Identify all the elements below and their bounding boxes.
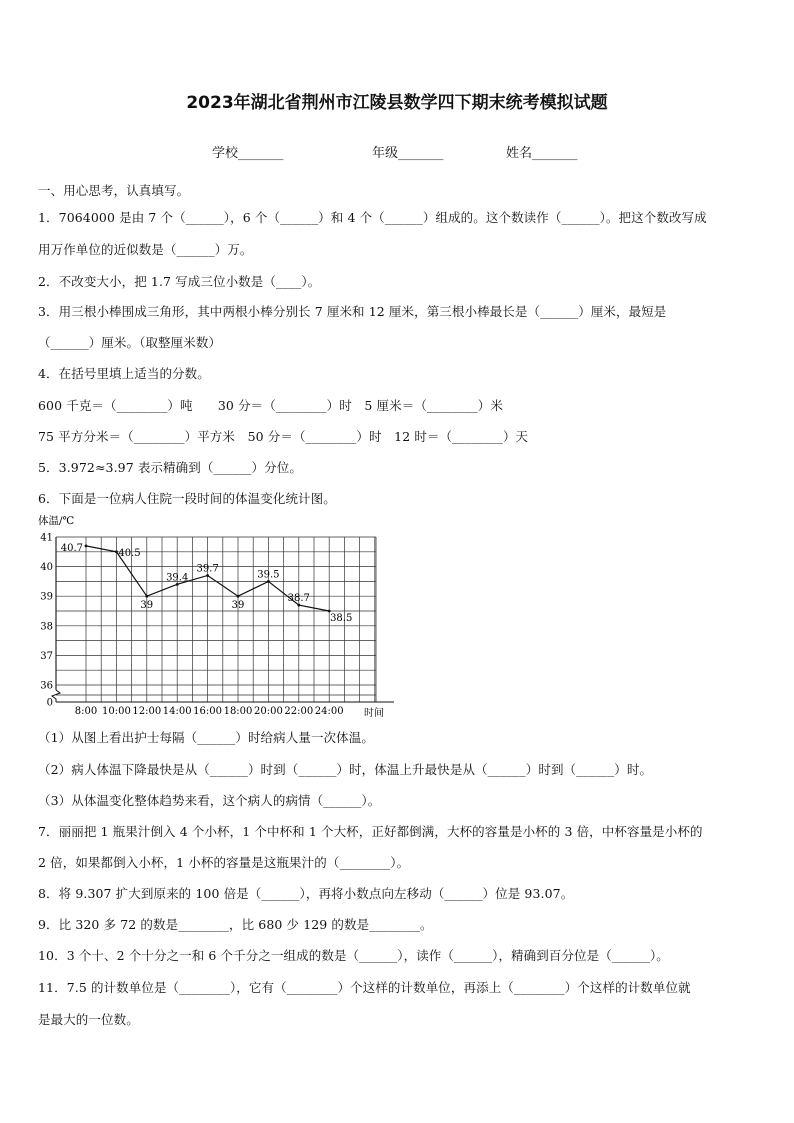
y-axis-label: 体温/℃ [38,515,75,527]
data-label: 39 [140,600,154,612]
chart-grid [56,537,376,702]
school-field: 学校_______ [212,146,284,161]
question-6: 6．下面是一位病人住院一段时间的体温变化统计图。 [38,491,336,506]
section-heading: 一、用心思考，认真填写。 [38,183,190,198]
data-point [237,595,240,598]
question-7-line-1: 7．丽丽把 1 瓶果汁倒入 4 个小杯，1 个中杯和 1 个大杯，正好都倒满，大杯的容量是小杯的 3 倍，中杯容量是小杯的 [38,824,703,839]
y-tick-label: 39 [40,591,53,603]
question-6-sub-2: （2）病人体温下降最快是从（______）时到（______）时，体温上升最快是从（______）时到（______）时。 [38,762,653,777]
x-tick-label: 10:00 [101,706,131,717]
data-point [206,574,209,577]
data-label: 39.5 [257,569,280,581]
y-tick-label: 37 [40,650,53,662]
question-6-sub-3: （3）从体温变化整体趋势来看，这个病人的病情（______）。 [38,793,381,808]
y-tick-label: 41 [40,532,53,544]
data-point [267,580,270,583]
question-11-line-1: 11．7.5 的计数单位是（________），它有（________）个这样的计数单位，再添上（________）个这样的计数单位就 [38,980,691,995]
data-point [145,595,148,598]
grade-field: 年级_______ [372,146,444,161]
data-point [115,550,118,553]
question-2: 2．不改变大小，把 1.7 写成三位小数是（____）。 [38,274,321,289]
x-tick-label: 20:00 [253,706,283,717]
data-point [85,544,88,547]
y-tick-label: 40 [40,562,53,574]
y-tick-label: 0 [46,697,53,709]
question-11-line-2: 是最大的一位数。 [38,1012,139,1027]
data-label: 39.7 [196,563,219,575]
question-10: 10．3 个十、2 个十分之一和 6 个千分之一组成的数是（______），读作（______），精确到百分位是（______）。 [38,948,669,963]
x-tick-label: 8:00 [74,706,98,717]
y-tick-label: 38 [40,621,53,633]
axis-break [52,690,60,702]
question-3-line-1: 3．用三根小棒围成三角形，其中两根小棒分别长 7 厘米和 12 厘米，第三根小棒最长是（______）厘米，最短是 [38,304,667,319]
data-point [176,583,179,586]
x-tick-label: 22:00 [284,706,314,717]
question-5: 5．3.972≈3.97 表示精确到（______）分位。 [38,460,302,475]
data-label: 39 [231,600,245,612]
question-9: 9．比 320 多 72 的数是________，比 680 少 129 的数是________。 [38,917,433,932]
data-labels [61,543,353,624]
x-tick-label: 16:00 [193,706,223,717]
data-label: 39.4 [166,572,189,584]
data-label: 40.7 [60,542,83,554]
data-label: 40.5 [118,547,141,559]
question-4-row-2: 75 平方分米＝（________）平方米 50 分＝（________）时 12 时＝（________）天 [38,429,529,444]
x-tick-label: 14:00 [162,706,192,717]
data-label: 38.7 [287,593,310,605]
question-7-line-2: 2 倍，如果都倒入小杯，1 小杯的容量是这瓶果汁的（________）。 [38,855,410,870]
x-tick-label: 12:00 [132,706,162,717]
question-1-line-2: 用万作单位的近似数是（______）万。 [38,242,253,257]
data-point [328,610,331,613]
data-point [297,604,300,607]
data-label: 38.5 [330,613,353,624]
temperature-line-chart [34,512,414,722]
x-axis-label: 时间 [364,708,384,719]
x-tick-labels [75,706,344,717]
x-tick-label: 24:00 [314,706,344,717]
question-8: 8．将 9.307 扩大到原来的 100 倍是（______），再将小数点向左移动（______）位是 93.07。 [38,886,574,901]
question-3-line-2: （______）厘米。（取整厘米数） [38,335,222,350]
page-title: 2023年湖北省荆州市江陵县数学四下期末统考模拟试题 [186,93,608,113]
question-6-sub-1: （1）从图上看出护士每隔（______）时给病人量一次体温。 [38,730,374,745]
y-tick-label: 36 [40,680,53,692]
question-1-line-1: 1．7064000 是由 7 个（______），6 个（______）和 4 个（______）组成的。这个数读作（______）。把这个数改写成 [38,210,707,225]
x-tick-label: 18:00 [223,706,253,717]
question-4-row-1: 600 千克＝（________）吨 30 分＝（________）时 5 厘米＝（________）米 [38,398,503,413]
name-field: 姓名_______ [506,146,578,161]
y-tick-labels [40,533,53,709]
question-4: 4．在括号里填上适当的分数。 [38,366,210,381]
